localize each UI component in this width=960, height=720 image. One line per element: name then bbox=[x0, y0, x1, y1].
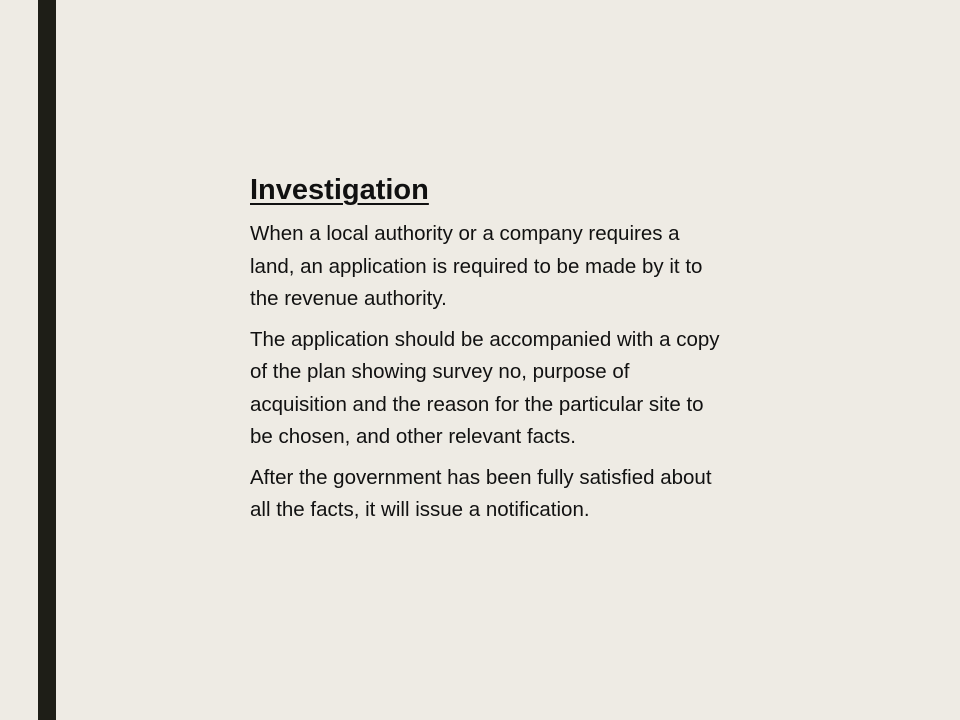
slide-title: Investigation bbox=[250, 174, 429, 206]
paragraph-notification: After the government has been fully satisfied about all the facts, it will issue a notification. bbox=[250, 465, 712, 521]
paragraph-application: When a local authority or a company requires a land, an application is required to be made by it to the revenue authority. bbox=[250, 222, 703, 310]
left-accent-bar bbox=[38, 0, 56, 720]
slide-content bbox=[250, 168, 720, 535]
paragraph-plan-details: The application should be accompanied with a copy of the plan showing survey no, purpose of acquisition and the reason for the particular site to be chosen, and other relevant facts. bbox=[250, 327, 720, 448]
